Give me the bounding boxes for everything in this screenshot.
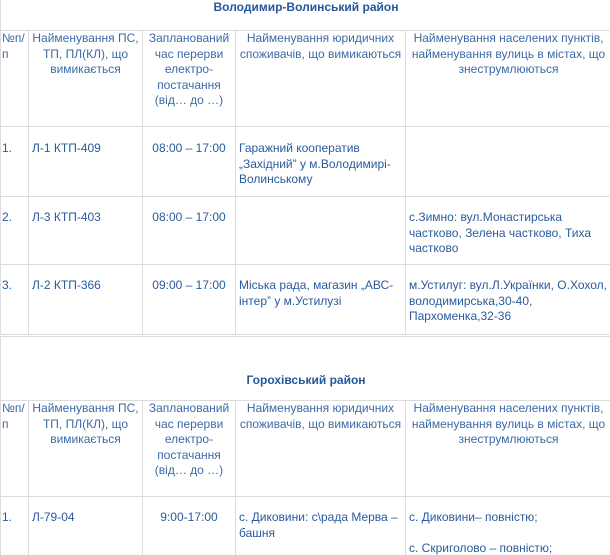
row-places: м.Устилуг: вул.Л.Українки, О.Хохол, володимирська,30-40, Пархоменка,32-36	[406, 265, 610, 335]
row-places	[406, 497, 610, 555]
header-consumers: Найменування юридичних споживачів, що вимикаються	[236, 401, 406, 497]
district-table-horokhiv	[0, 336, 610, 555]
row-number: 2.	[1, 197, 29, 265]
table-row	[1, 497, 610, 555]
row-number: 1.	[1, 127, 29, 197]
header-consumers: Найменування юридичних споживачів, що вимикаються	[236, 31, 406, 127]
row-time: 9:00-17:00	[143, 497, 236, 555]
row-consumers: Міська рада, магазин „АВС-інтер” у м.Устилузі	[236, 265, 406, 335]
row-number: 1.	[1, 497, 29, 555]
row-line: Л-2 КТП-366	[29, 265, 143, 335]
place-paragraph: с. Скриголово – повністю;	[409, 540, 553, 555]
header-time: Запланований час перерви електро-постачання (від… до …)	[143, 401, 236, 497]
header-places: Найменування населених пунктів, найменування вулиць в містах, що знеструмлюються	[406, 31, 610, 127]
row-places	[406, 127, 610, 197]
table-header-row	[1, 31, 610, 127]
header-number: №п/п	[1, 401, 29, 497]
header-line: Найменування ПС, ТП, ПЛ(КЛ), що вимикається	[29, 31, 143, 127]
row-time: 09:00 – 17:00	[143, 265, 236, 335]
row-consumers	[236, 197, 406, 265]
row-line: Л-1 КТП-409	[29, 127, 143, 197]
row-time: 08:00 – 17:00	[143, 197, 236, 265]
table-header-row	[1, 401, 610, 497]
table-row	[1, 127, 610, 197]
header-places: Найменування населених пунктів, найменування вулиць в містах, що знеструмлюються	[406, 401, 610, 497]
section-title: Володимир-Волинський район	[1, 0, 610, 31]
header-time: Запланований час перерви електро-постачання (від… до …)	[143, 31, 236, 127]
row-time: 08:00 – 17:00	[143, 127, 236, 197]
place-paragraph: с. Диковини– повністю;	[409, 510, 538, 524]
row-consumers: Гаражний кооператив „Західний” у м.Володимирі-Волинському	[236, 127, 406, 197]
table-row	[1, 265, 610, 335]
row-line: Л-3 КТП-403	[29, 197, 143, 265]
header-number: №п/п	[1, 31, 29, 127]
table-row	[1, 197, 610, 265]
row-consumers: с. Диковини: с\рада Мерва – башня	[236, 497, 406, 555]
row-line: Л-79-04	[29, 497, 143, 555]
row-places: с.Зимно: вул.Монастирська частково, Зелена частково, Тиха частково	[406, 197, 610, 265]
row-number: 3.	[1, 265, 29, 335]
header-line: Найменування ПС, ТП, ПЛ(КЛ), що вимикається	[29, 401, 143, 497]
section-title: Горохівський район	[1, 337, 610, 401]
